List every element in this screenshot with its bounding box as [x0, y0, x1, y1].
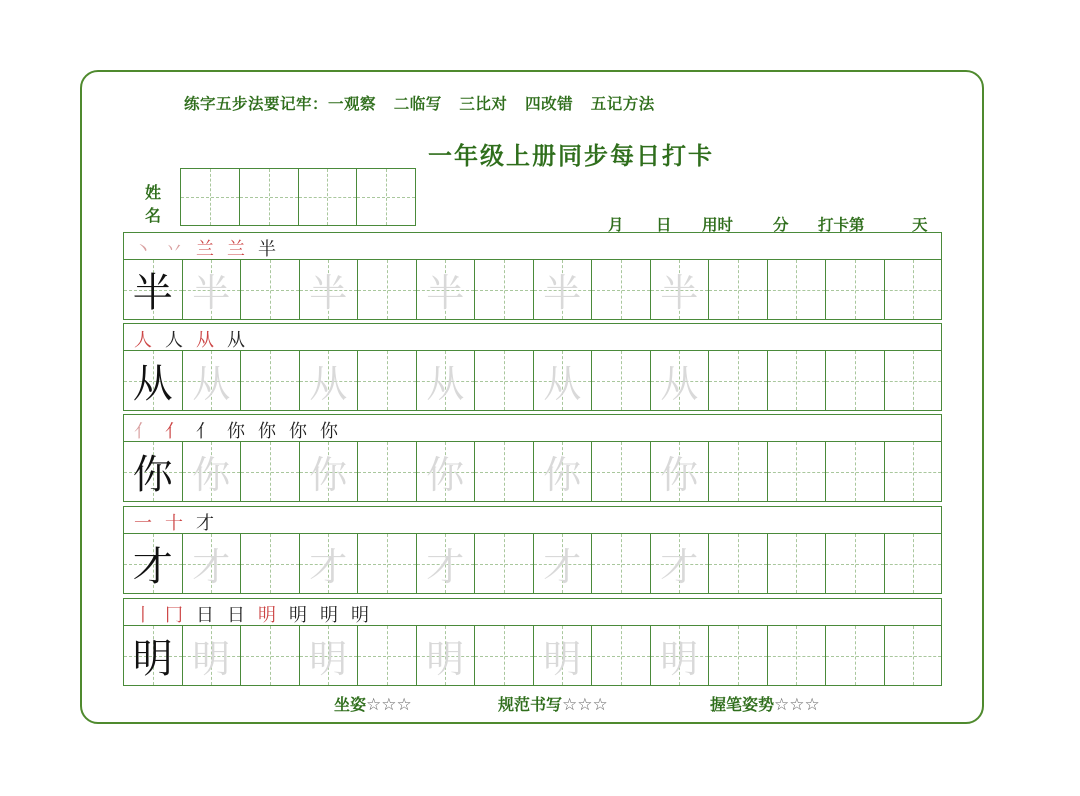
name-cell[interactable]	[357, 169, 415, 225]
writing-cell[interactable]	[709, 626, 768, 685]
stroke-step: 你	[320, 421, 338, 442]
trace-character: 才	[426, 545, 465, 589]
minutes-label: 分	[773, 215, 789, 234]
writing-cell[interactable]	[124, 626, 183, 685]
trace-character: 明	[660, 637, 699, 681]
writing-stars[interactable]: ☆☆☆	[562, 695, 608, 715]
stroke-step: 明	[289, 605, 307, 626]
writing-cell[interactable]	[709, 442, 768, 501]
writing-cell[interactable]	[592, 351, 651, 410]
trace-character: 半	[192, 271, 231, 315]
writing-cell[interactable]	[417, 626, 476, 685]
stroke-step: 亻	[134, 421, 152, 442]
trace-character: 才	[660, 545, 699, 589]
writing-cell[interactable]	[768, 534, 827, 593]
writing-cell[interactable]	[300, 260, 359, 319]
trace-character: 明	[309, 637, 348, 681]
stroke-order-bar	[123, 598, 942, 626]
writing-cell[interactable]	[124, 442, 183, 501]
time-used-label: 用时	[702, 215, 734, 234]
writing-cell[interactable]	[358, 442, 417, 501]
trace-character: 你	[426, 453, 465, 497]
trace-character: 半	[660, 271, 699, 315]
writing-cell[interactable]	[592, 534, 651, 593]
model-character: 半	[132, 270, 173, 316]
writing-cell[interactable]	[300, 351, 359, 410]
stroke-step: 人	[134, 330, 152, 351]
trace-character: 从	[543, 362, 582, 406]
model-character: 你	[132, 452, 173, 498]
writing-cell[interactable]	[885, 626, 942, 685]
trace-character: 你	[192, 453, 231, 497]
writing-cell[interactable]	[183, 442, 242, 501]
writing-cell[interactable]	[124, 534, 183, 593]
trace-character: 半	[426, 271, 465, 315]
trace-character: 从	[192, 362, 231, 406]
writing-cell[interactable]	[651, 534, 710, 593]
stroke-step: 日	[227, 605, 245, 626]
writing-cell[interactable]	[124, 351, 183, 410]
writing-cell[interactable]	[358, 351, 417, 410]
trace-character: 才	[309, 545, 348, 589]
writing-cell[interactable]	[241, 626, 300, 685]
name-label-top: 姓	[145, 183, 162, 202]
stroke-step: 人	[165, 330, 183, 351]
posture-stars[interactable]: ☆☆☆	[366, 695, 412, 715]
writing-cell[interactable]	[592, 260, 651, 319]
writing-cell[interactable]	[826, 442, 885, 501]
name-cell[interactable]	[181, 169, 240, 225]
trace-character: 才	[192, 545, 231, 589]
writing-cell[interactable]	[768, 351, 827, 410]
writing-cell[interactable]	[651, 351, 710, 410]
writing-cell[interactable]	[826, 351, 885, 410]
writing-cell[interactable]	[826, 626, 885, 685]
stroke-step: 一	[134, 513, 152, 534]
days-label: 天	[912, 215, 928, 234]
writing-cell[interactable]	[183, 260, 242, 319]
stroke-order-bar	[123, 414, 942, 442]
writing-cell[interactable]	[417, 260, 476, 319]
writing-cell[interactable]	[592, 442, 651, 501]
name-cell[interactable]	[299, 169, 358, 225]
stroke-step: 你	[227, 421, 245, 442]
stroke-order-bar	[123, 323, 942, 351]
trace-character: 你	[543, 453, 582, 497]
writing-cell[interactable]	[709, 534, 768, 593]
trace-character: 你	[660, 453, 699, 497]
writing-cell[interactable]	[183, 626, 242, 685]
grip-rating	[710, 692, 820, 715]
writing-grid	[123, 351, 942, 411]
writing-label: 规范书写	[498, 695, 563, 714]
posture-label: 坐姿	[334, 695, 367, 714]
stroke-step: 兰	[196, 239, 214, 260]
name-cell[interactable]	[240, 169, 299, 225]
writing-cell[interactable]	[358, 260, 417, 319]
writing-cell[interactable]	[183, 351, 242, 410]
writing-cell[interactable]	[534, 351, 593, 410]
writing-cell[interactable]	[300, 626, 359, 685]
posture-rating	[334, 692, 412, 715]
trace-character: 从	[660, 362, 699, 406]
stroke-step: 丷	[165, 239, 183, 260]
stroke-step: 亻	[196, 421, 214, 442]
stroke-order-bar	[123, 506, 942, 534]
stroke-step: 冂	[165, 605, 183, 626]
writing-cell[interactable]	[358, 626, 417, 685]
writing-cell[interactable]	[651, 260, 710, 319]
writing-cell[interactable]	[241, 534, 300, 593]
writing-cell[interactable]	[826, 260, 885, 319]
writing-cell[interactable]	[651, 626, 710, 685]
writing-cell[interactable]	[768, 626, 827, 685]
writing-rating	[498, 692, 608, 715]
writing-cell[interactable]	[651, 442, 710, 501]
writing-cell[interactable]	[124, 260, 183, 319]
trace-character: 才	[543, 545, 582, 589]
day-label: 日	[656, 215, 672, 234]
stroke-step: 从	[196, 330, 214, 351]
trace-character: 从	[426, 362, 465, 406]
writing-cell[interactable]	[241, 260, 300, 319]
trace-character: 明	[426, 637, 465, 681]
stroke-step: 亻	[165, 421, 183, 442]
writing-cell[interactable]	[241, 351, 300, 410]
stroke-step: 你	[289, 421, 307, 442]
writing-cell[interactable]	[885, 442, 942, 501]
writing-grid	[123, 260, 942, 320]
writing-cell[interactable]	[768, 260, 827, 319]
stroke-step: 日	[196, 605, 214, 626]
month-label: 月	[608, 215, 624, 234]
grip-label: 握笔姿势	[710, 695, 775, 714]
writing-grid	[123, 442, 942, 502]
writing-cell[interactable]	[183, 534, 242, 593]
model-character: 才	[132, 544, 173, 590]
writing-cell[interactable]	[885, 351, 942, 410]
writing-cell[interactable]	[300, 442, 359, 501]
trace-character: 半	[543, 271, 582, 315]
writing-cell[interactable]	[475, 626, 534, 685]
name-input-grid[interactable]	[180, 168, 416, 226]
writing-cell[interactable]	[417, 442, 476, 501]
writing-cell[interactable]	[417, 351, 476, 410]
trace-character: 明	[543, 637, 582, 681]
writing-cell[interactable]	[709, 260, 768, 319]
writing-cell[interactable]	[885, 534, 942, 593]
writing-cell[interactable]	[475, 260, 534, 319]
writing-cell[interactable]	[709, 351, 768, 410]
writing-cell[interactable]	[417, 534, 476, 593]
stroke-step: 才	[196, 513, 214, 534]
stroke-step: 从	[227, 330, 245, 351]
writing-cell[interactable]	[592, 626, 651, 685]
stroke-step: 兰	[227, 239, 245, 260]
stroke-step: 明	[258, 605, 276, 626]
writing-cell[interactable]	[300, 534, 359, 593]
stroke-step: 明	[351, 605, 369, 626]
stroke-order-bar	[123, 232, 942, 260]
trace-character: 明	[192, 637, 231, 681]
name-label-bottom: 名	[145, 206, 162, 225]
trace-character: 你	[309, 453, 348, 497]
writing-cell[interactable]	[358, 534, 417, 593]
checkin-prefix-label: 打卡第	[818, 215, 865, 234]
writing-cell[interactable]	[534, 260, 593, 319]
model-character: 明	[132, 636, 173, 682]
writing-cell[interactable]	[475, 442, 534, 501]
writing-cell[interactable]	[475, 534, 534, 593]
five-step-rule: 练字五步法要记牢：一观察 二临写 三比对 四改错 五记方法	[184, 94, 655, 113]
stroke-step: 半	[258, 239, 276, 260]
writing-cell[interactable]	[241, 442, 300, 501]
stroke-step: 明	[320, 605, 338, 626]
stroke-step: 十	[165, 513, 183, 534]
writing-grid	[123, 626, 942, 686]
writing-grid	[123, 534, 942, 594]
writing-cell[interactable]	[768, 442, 827, 501]
writing-cell[interactable]	[534, 534, 593, 593]
grip-stars[interactable]: ☆☆☆	[774, 695, 820, 715]
model-character: 从	[132, 361, 173, 407]
writing-cell[interactable]	[475, 351, 534, 410]
writing-cell[interactable]	[885, 260, 942, 319]
writing-cell[interactable]	[534, 442, 593, 501]
trace-character: 从	[309, 362, 348, 406]
page-title: 一年级上册同步每日打卡	[428, 142, 714, 170]
stroke-step: 丶	[134, 239, 152, 260]
stroke-step: 你	[258, 421, 276, 442]
trace-character: 半	[309, 271, 348, 315]
writing-cell[interactable]	[826, 534, 885, 593]
writing-cell[interactable]	[534, 626, 593, 685]
stroke-step: 丨	[134, 605, 152, 626]
